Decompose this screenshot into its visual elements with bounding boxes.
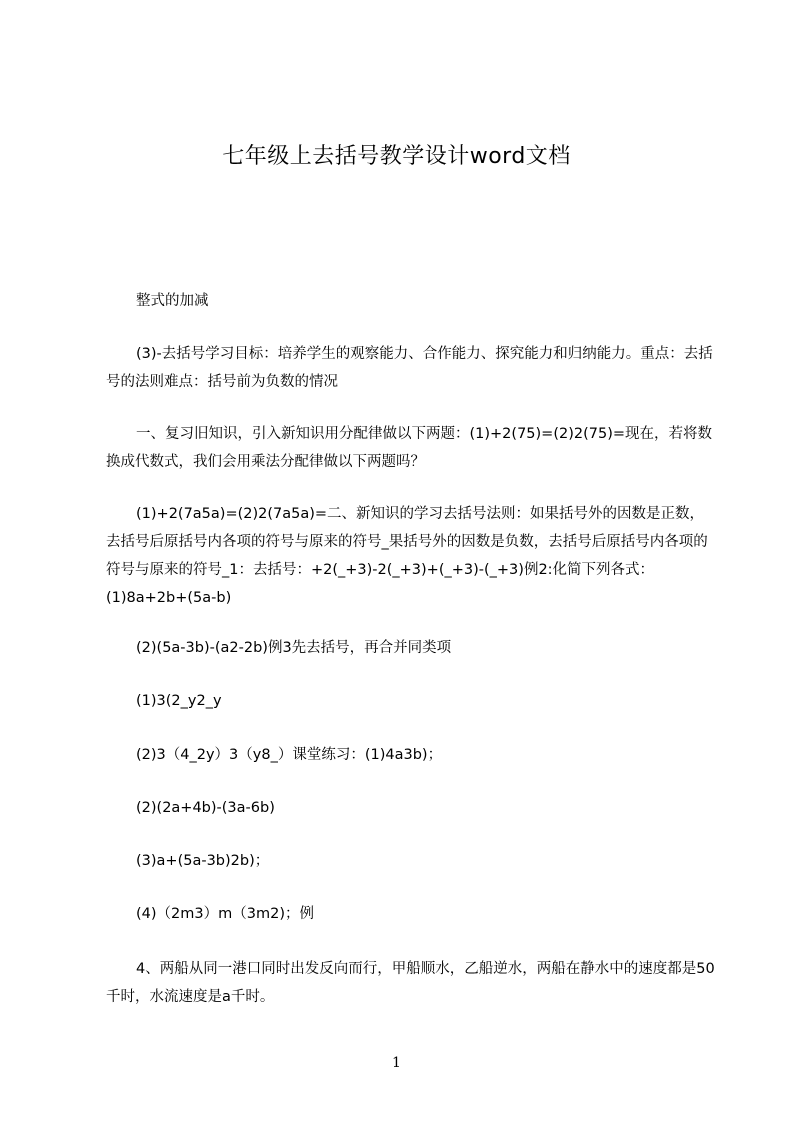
page-title: 七年级上去括号教学设计word文档: [222, 144, 571, 169]
paragraph-example-3: (2)(5a-3b)-(a2-2b)例3先去括号，再合并同类项: [136, 640, 452, 656]
paragraph-item: (4)（2m3）m（3m2)；例: [136, 906, 314, 922]
paragraph-item: (3)a+(5a-3b)2b)；: [136, 853, 270, 869]
section-heading: 整式的加减: [136, 293, 209, 309]
paragraph-item: (1)3(2_y2_y: [136, 693, 222, 709]
paragraph-item: (2)(2a+4b)-(3a-6b): [136, 800, 275, 816]
paragraph-rules: (1)+2(7a5a)=(2)2(7a5a)=二、新知识的学习去括号法则：如果括号外的因数是正数，去括号后原括号内各项的符号与原来的符号_果括号外的因数是负数，去括号后原括号内各项的符号与原来的符号_1：去括号：+2(_+3)-2(_+3)+(_+3)-(_+3)例2:化简下列各式：(1)8a+2b+(5a-b): [106, 506, 708, 606]
page-number: 1: [392, 1055, 401, 1071]
paragraph-item: (2)3（4_2y）3（y8_）课堂练习：(1)4a3b)；: [136, 747, 443, 763]
paragraph-problem-4: 4、两船从同一港口同时出发反向而行，甲船顺水，乙船逆水，两船在静水中的速度都是50千时，水流速度是a千时。: [106, 961, 715, 1005]
paragraph-review: 一、复习旧知识，引入新知识用分配律做以下两题：(1)+2(75)=(2)2(75)=现在，若将数换成代数式，我们会用乘法分配律做以下两题吗？: [106, 426, 713, 470]
paragraph-objectives: (3)-去括号学习目标：培养学生的观察能力、合作能力、探究能力和归纳能力。重点：去括号的法则难点：括号前为负数的情况: [106, 346, 713, 390]
